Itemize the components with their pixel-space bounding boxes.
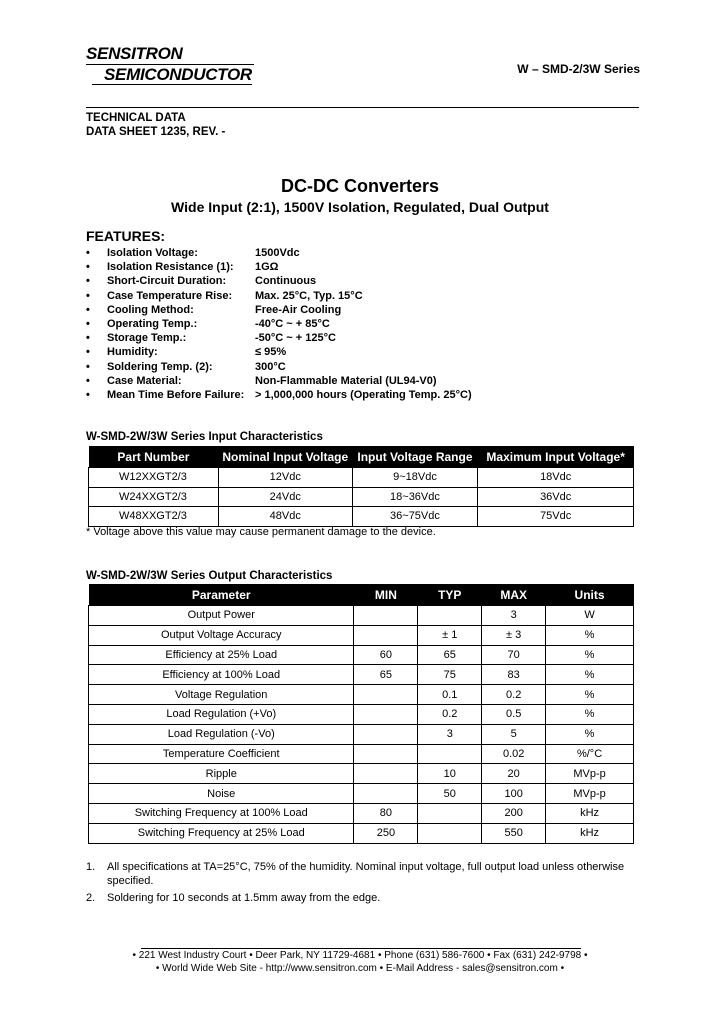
feature-item bbox=[86, 374, 472, 388]
table-cell: 250 bbox=[354, 823, 418, 843]
table-cell bbox=[354, 784, 418, 804]
table-row bbox=[89, 803, 634, 823]
table-cell: Load Regulation (+Vo) bbox=[89, 704, 354, 724]
table-cell: 75 bbox=[418, 665, 482, 685]
feature-label: Isolation Voltage: bbox=[107, 247, 198, 259]
table-cell bbox=[418, 823, 482, 843]
output-characteristics-table bbox=[88, 584, 634, 844]
note-number: 1. bbox=[86, 861, 96, 873]
feature-label: Isolation Resistance (1): bbox=[107, 261, 234, 274]
feature-item bbox=[86, 246, 472, 260]
table-cell: % bbox=[546, 704, 634, 724]
table-row bbox=[89, 823, 634, 843]
table-cell: W24XXGT2/3 bbox=[89, 487, 219, 507]
table-row bbox=[89, 744, 634, 764]
column-header: Maximum Input Voltage* bbox=[478, 446, 634, 468]
table-cell bbox=[354, 704, 418, 724]
table-row bbox=[89, 625, 634, 645]
bullet: • bbox=[86, 289, 90, 302]
table-cell: kHz bbox=[546, 803, 634, 823]
page-title: DC-DC Converters bbox=[280, 176, 440, 196]
note-text: Soldering for 10 seconds at 1.5mm away from the edge. bbox=[107, 892, 381, 904]
table-cell bbox=[418, 606, 482, 626]
notes-list bbox=[86, 861, 646, 906]
table-cell: 36~75Vdc bbox=[352, 507, 478, 527]
table-cell: 100 bbox=[482, 784, 546, 804]
input-characteristics-table bbox=[88, 446, 634, 527]
table-cell: Efficiency at 100% Load bbox=[89, 665, 354, 685]
bullet: • bbox=[86, 346, 90, 359]
table-cell: kHz bbox=[546, 823, 634, 843]
tech-data-block bbox=[86, 111, 225, 139]
feature-value: -40°C ~ + 85°C bbox=[255, 317, 330, 330]
table-cell: Load Regulation (-Vo) bbox=[89, 724, 354, 744]
table-cell: 0.2 bbox=[418, 704, 482, 724]
table-cell: 3 bbox=[482, 606, 546, 626]
table-cell: 3 bbox=[418, 724, 482, 744]
input-table-footnote: * Voltage above this value may cause permanent damage to the device. bbox=[86, 526, 436, 538]
note-item bbox=[86, 861, 646, 888]
table-cell: % bbox=[546, 665, 634, 685]
table-cell: Temperature Coefficient bbox=[89, 744, 354, 764]
bullet: • bbox=[86, 303, 90, 316]
table-cell: 0.02 bbox=[482, 744, 546, 764]
table-cell: Noise bbox=[89, 784, 354, 804]
table-cell: 0.5 bbox=[482, 704, 546, 724]
table-cell: % bbox=[546, 625, 634, 645]
output-table-title: W-SMD-2W/3W Series Output Characteristics bbox=[86, 570, 333, 582]
bullet: • bbox=[86, 388, 90, 401]
series-name: W – SMD-2/3W Series bbox=[517, 62, 640, 76]
table-header-row bbox=[89, 446, 634, 468]
feature-label: Storage Temp.: bbox=[107, 332, 187, 345]
table-cell: 18~36Vdc bbox=[352, 487, 478, 507]
table-cell: 50 bbox=[418, 784, 482, 804]
table-cell: %/°C bbox=[546, 744, 634, 764]
table-row bbox=[89, 764, 634, 784]
table-cell: 65 bbox=[418, 645, 482, 665]
column-header: Part Number bbox=[89, 446, 219, 468]
feature-item bbox=[86, 260, 472, 274]
feature-label: Case Material: bbox=[107, 374, 182, 387]
feature-item bbox=[86, 388, 472, 402]
feature-value: Max. 25°C, Typ. 15°C bbox=[255, 289, 363, 302]
table-cell: MVp-p bbox=[546, 784, 634, 804]
table-cell: 70 bbox=[482, 645, 546, 665]
table-cell bbox=[418, 803, 482, 823]
table-cell: 9~18Vdc bbox=[352, 468, 478, 488]
table-cell bbox=[354, 685, 418, 705]
table-cell: ± 3 bbox=[482, 625, 546, 645]
table-cell: % bbox=[546, 685, 634, 705]
table-cell: 10 bbox=[418, 764, 482, 784]
table-cell: 12Vdc bbox=[218, 468, 352, 488]
table-cell: 83 bbox=[482, 665, 546, 685]
table-cell: 75Vdc bbox=[478, 507, 634, 527]
feature-label: Cooling Method: bbox=[107, 303, 194, 316]
feature-item bbox=[86, 360, 472, 374]
note-text: All specifications at TA=25°C, 75% of the humidity. Nominal input voltage, full output load unless otherwise specified. bbox=[107, 861, 625, 887]
table-cell: 80 bbox=[354, 803, 418, 823]
table-cell bbox=[354, 625, 418, 645]
data-sheet-label: DATA SHEET 1235, REV. - bbox=[86, 126, 226, 138]
column-header: Units bbox=[546, 584, 634, 606]
table-cell: 65 bbox=[354, 665, 418, 685]
bullet: • bbox=[86, 374, 90, 387]
feature-value: ≤ 95% bbox=[255, 346, 287, 359]
column-header: Input Voltage Range bbox=[352, 446, 478, 468]
table-cell: W12XXGT2/3 bbox=[89, 468, 219, 488]
tech-data-label: TECHNICAL DATA bbox=[86, 112, 186, 124]
column-header: MAX bbox=[482, 584, 546, 606]
feature-label: Short-Circuit Duration: bbox=[107, 275, 227, 288]
table-cell: Output Voltage Accuracy bbox=[89, 625, 354, 645]
feature-label: Humidity: bbox=[107, 346, 158, 359]
table-row bbox=[89, 724, 634, 744]
bullet: • bbox=[86, 360, 90, 373]
table-cell: % bbox=[546, 724, 634, 744]
column-header: Nominal Input Voltage bbox=[218, 446, 352, 468]
features-heading: FEATURES: bbox=[86, 228, 166, 244]
company-logo-line2: SEMICONDUCTOR bbox=[104, 65, 252, 84]
table-cell: MVp-p bbox=[546, 764, 634, 784]
features-list bbox=[86, 246, 472, 402]
table-cell bbox=[354, 744, 418, 764]
feature-value: Free-Air Cooling bbox=[255, 303, 342, 316]
table-cell: W48XXGT2/3 bbox=[89, 507, 219, 527]
table-cell: 24Vdc bbox=[218, 487, 352, 507]
footer-web: • World Wide Web Site - http://www.sensitron.com • E-Mail Address - sales@sensitron.com • bbox=[155, 963, 565, 974]
bullet: • bbox=[86, 275, 90, 288]
feature-item bbox=[86, 274, 472, 288]
table-cell: 0.1 bbox=[418, 685, 482, 705]
feature-item bbox=[86, 317, 472, 331]
feature-value: 1GΩ bbox=[255, 261, 279, 274]
table-cell: 48Vdc bbox=[218, 507, 352, 527]
table-cell: 200 bbox=[482, 803, 546, 823]
table-cell: 36Vdc bbox=[478, 487, 634, 507]
bullet: • bbox=[86, 317, 90, 330]
table-cell: Voltage Regulation bbox=[89, 685, 354, 705]
table-cell bbox=[354, 724, 418, 744]
table-cell: 18Vdc bbox=[478, 468, 634, 488]
table-cell: 20 bbox=[482, 764, 546, 784]
logo-underline bbox=[92, 84, 252, 85]
feature-value: > 1,000,000 hours (Operating Temp. 25°C) bbox=[255, 388, 472, 401]
table-cell: % bbox=[546, 645, 634, 665]
footer-divider bbox=[141, 948, 581, 949]
feature-label: Operating Temp.: bbox=[107, 317, 198, 330]
feature-value: 300°C bbox=[255, 360, 286, 373]
table-cell bbox=[354, 606, 418, 626]
table-cell: Switching Frequency at 25% Load bbox=[89, 823, 354, 843]
table-row bbox=[89, 606, 634, 626]
column-header: MIN bbox=[354, 584, 418, 606]
feature-item bbox=[86, 303, 472, 317]
feature-label: Soldering Temp. (2): bbox=[107, 360, 213, 373]
feature-item bbox=[86, 289, 472, 303]
table-cell: Output Power bbox=[89, 606, 354, 626]
table-cell: 0.2 bbox=[482, 685, 546, 705]
feature-label: Case Temperature Rise: bbox=[107, 289, 233, 302]
feature-value: Continuous bbox=[255, 275, 317, 288]
note-item bbox=[86, 892, 646, 906]
table-cell: ± 1 bbox=[418, 625, 482, 645]
footer-address: • 221 West Industry Court • Deer Park, NY 11729-4681 • Phone (631) 586-7600 • Fax (631) 242-9798 • bbox=[132, 950, 588, 961]
table-cell: 60 bbox=[354, 645, 418, 665]
bullet: • bbox=[86, 247, 90, 259]
table-cell: 550 bbox=[482, 823, 546, 843]
header-divider bbox=[86, 107, 639, 108]
table-row bbox=[89, 665, 634, 685]
table-row bbox=[89, 468, 634, 488]
column-header: TYP bbox=[418, 584, 482, 606]
feature-label: Mean Time Before Failure: bbox=[107, 388, 245, 401]
table-cell: Ripple bbox=[89, 764, 354, 784]
table-header-row bbox=[89, 584, 634, 606]
feature-item bbox=[86, 331, 472, 345]
table-row bbox=[89, 685, 634, 705]
table-row bbox=[89, 784, 634, 804]
bullet: • bbox=[86, 332, 90, 345]
table-cell: Switching Frequency at 100% Load bbox=[89, 803, 354, 823]
table-cell: 5 bbox=[482, 724, 546, 744]
note-number: 2. bbox=[86, 892, 96, 904]
table-row bbox=[89, 487, 634, 507]
feature-value: Non-Flammable Material (UL94-V0) bbox=[255, 374, 437, 387]
table-cell bbox=[418, 744, 482, 764]
table-row bbox=[89, 645, 634, 665]
bullet: • bbox=[86, 261, 90, 274]
input-table-title: W-SMD-2W/3W Series Input Characteristics bbox=[86, 431, 323, 443]
feature-item bbox=[86, 345, 472, 359]
feature-value: -50°C ~ + 125°C bbox=[255, 332, 336, 345]
column-header: Parameter bbox=[89, 584, 354, 606]
feature-value: 1500Vdc bbox=[255, 247, 300, 259]
table-cell: Efficiency at 25% Load bbox=[89, 645, 354, 665]
table-cell bbox=[354, 764, 418, 784]
table-cell: W bbox=[546, 606, 634, 626]
company-logo-line1: SENSITRON bbox=[86, 44, 183, 63]
table-row bbox=[89, 507, 634, 527]
table-row bbox=[89, 704, 634, 724]
page-subtitle: Wide Input (2:1), 1500V Isolation, Regulated, Dual Output bbox=[171, 199, 549, 215]
